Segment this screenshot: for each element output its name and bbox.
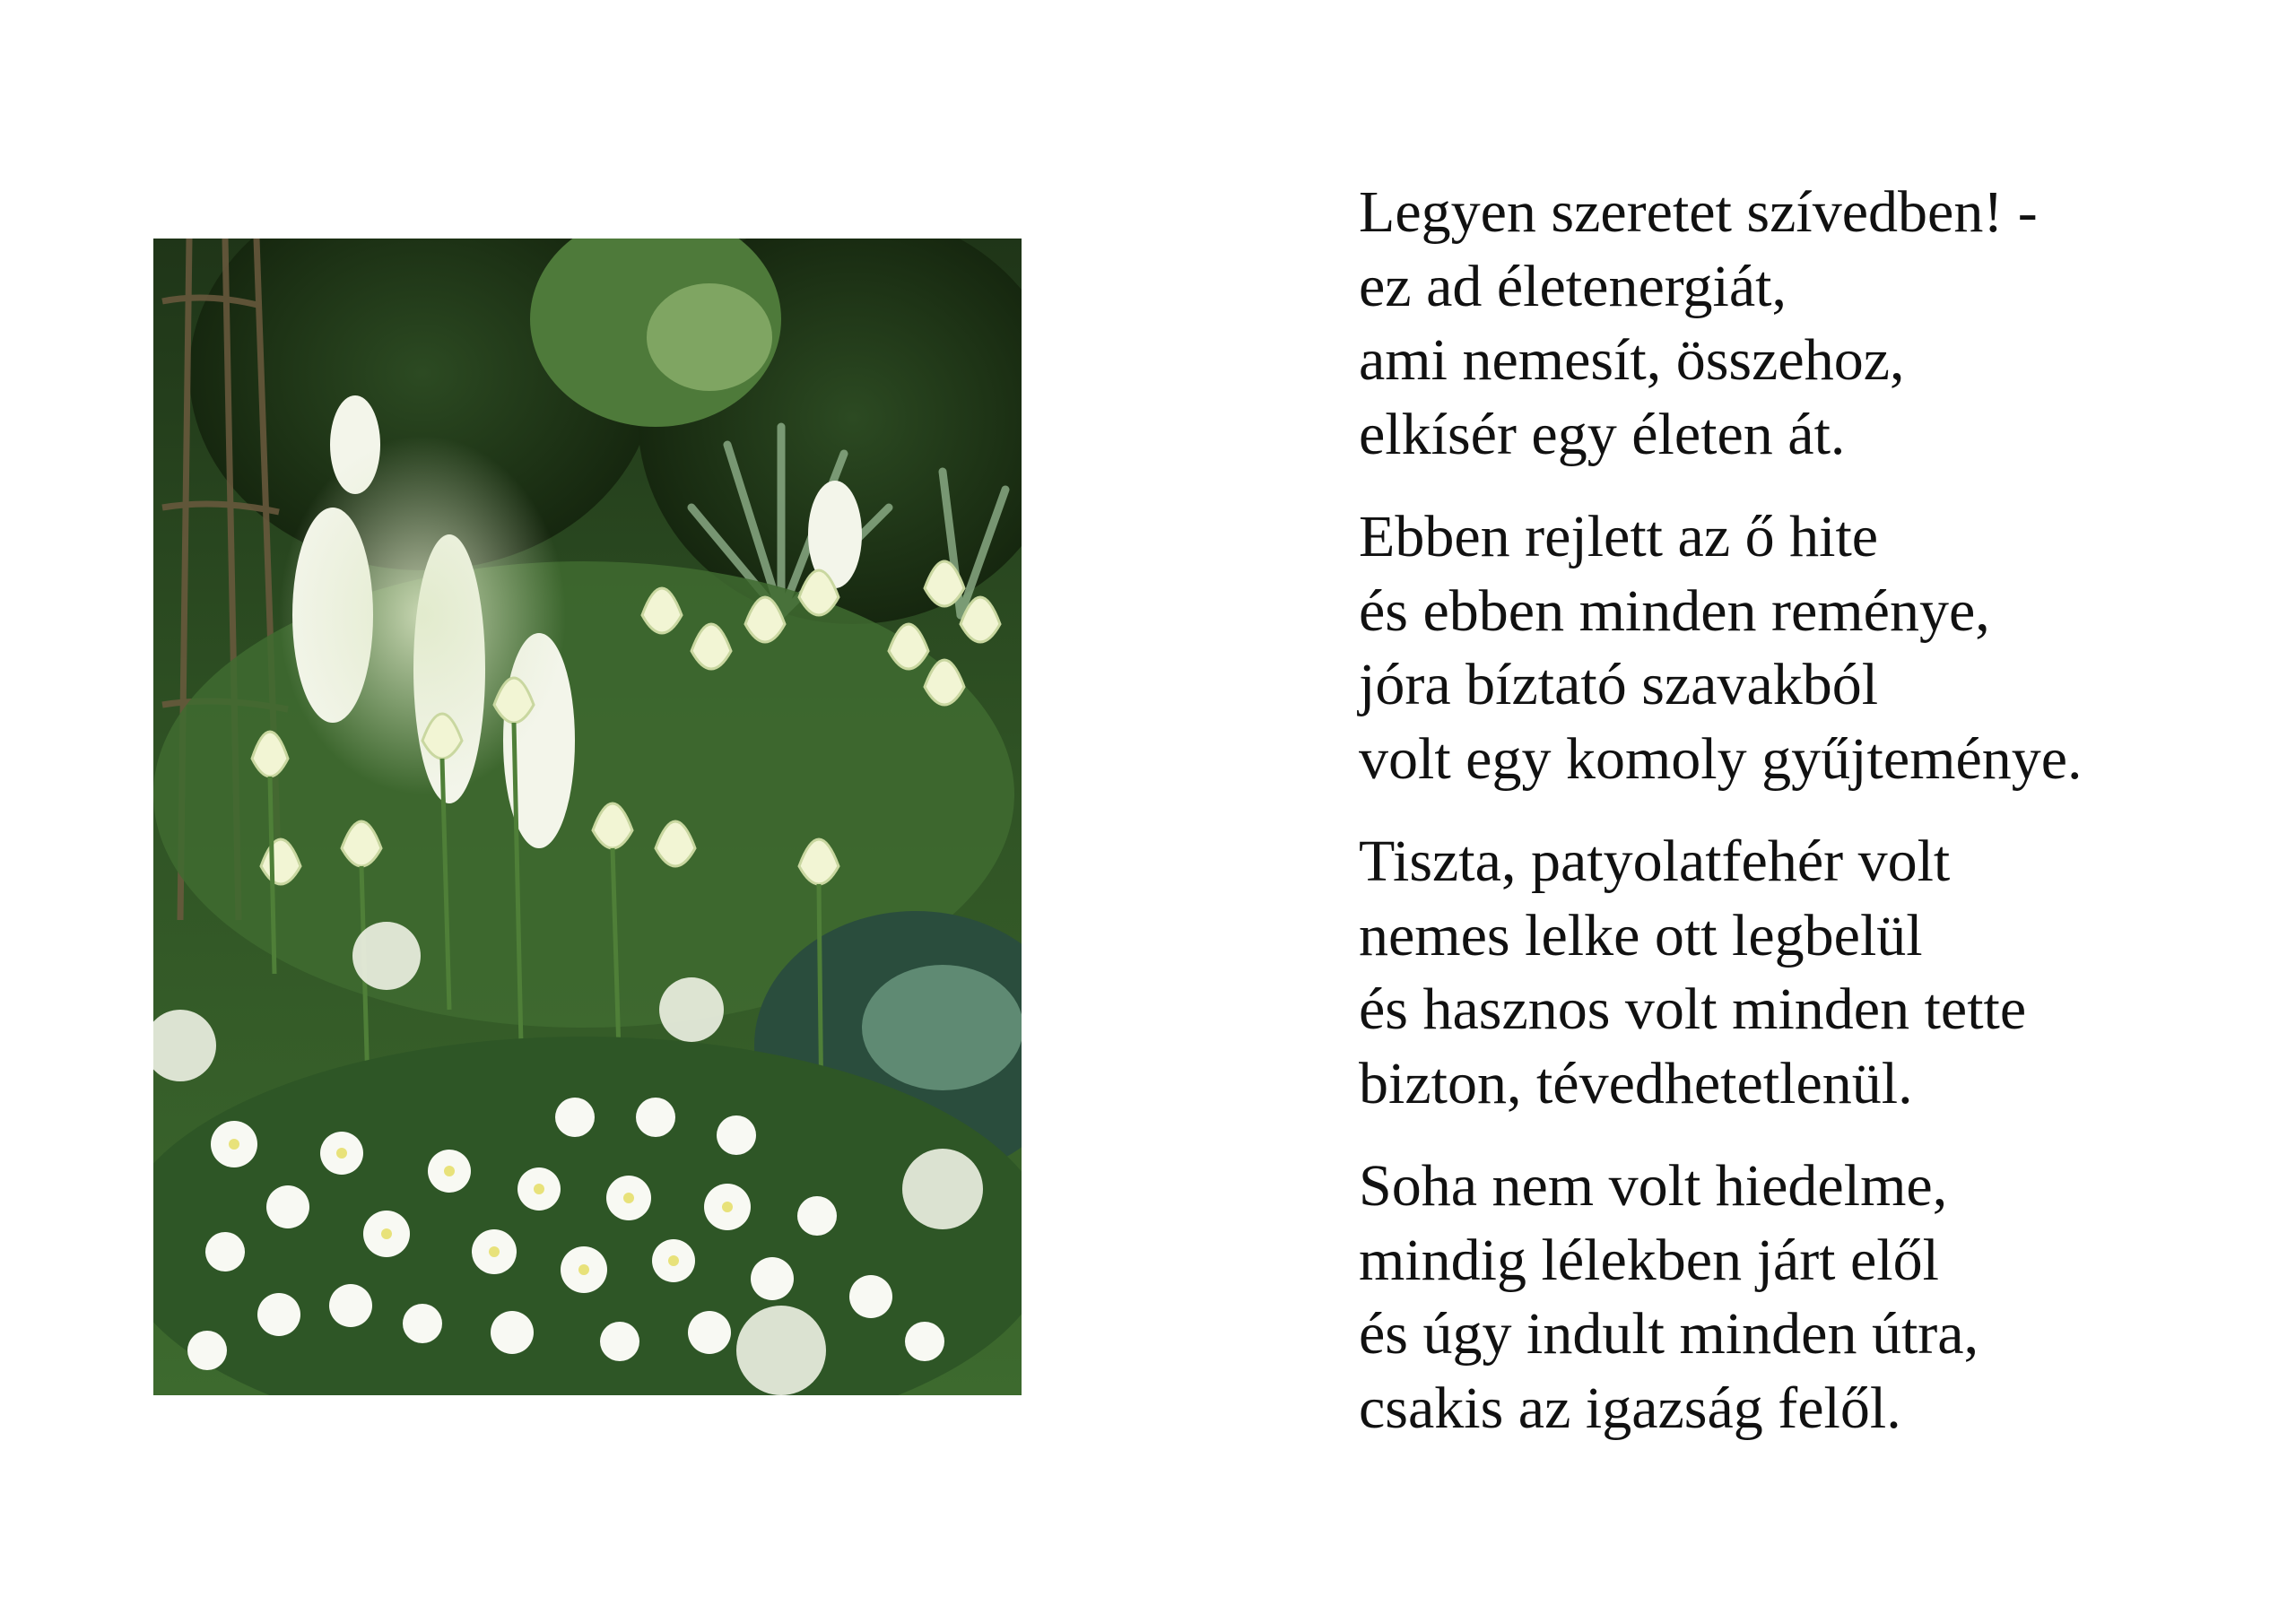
poem-line: Ebben rejlett az ő hite (1359, 504, 1879, 569)
stanza-2 (1359, 500, 2256, 796)
poem-line: jóra bíztató szavakból (1359, 652, 1879, 717)
stanza-1 (1359, 176, 2256, 472)
garden-photo (153, 239, 1022, 1395)
poem-line: bizton, tévedhetetlenül. (1359, 1050, 1913, 1116)
poem-line: nemes lelke ott legbelül (1359, 902, 1923, 968)
poem-line: és úgy indult minden útra, (1359, 1301, 1979, 1367)
poem-line: elkísér egy életen át. (1359, 401, 1846, 467)
stanza-4 (1359, 1150, 2256, 1445)
poem-line: ez ad életenergiát, (1359, 253, 1787, 319)
garden-photo-icon (153, 239, 1022, 1395)
poem-line: csakis az igazság felől. (1359, 1375, 1901, 1441)
poem-line: volt egy komoly gyűjteménye. (1359, 725, 2083, 792)
poem-line: és ebben minden reménye, (1359, 577, 1990, 644)
poem (1359, 176, 2256, 1474)
poem-line: ami nemesít, összehoz, (1359, 327, 1905, 393)
poem-line: Soha nem volt hiedelme, (1359, 1153, 1948, 1219)
poem-line: Legyen szeretet szívedben! - (1359, 179, 2038, 245)
poem-line: mindig lélekben járt elől (1359, 1227, 1939, 1293)
stanza-3 (1359, 825, 2256, 1121)
poem-line: Tiszta, patyolatfehér volt (1359, 829, 1951, 894)
poem-line: és hasznos volt minden tette (1359, 976, 2027, 1042)
